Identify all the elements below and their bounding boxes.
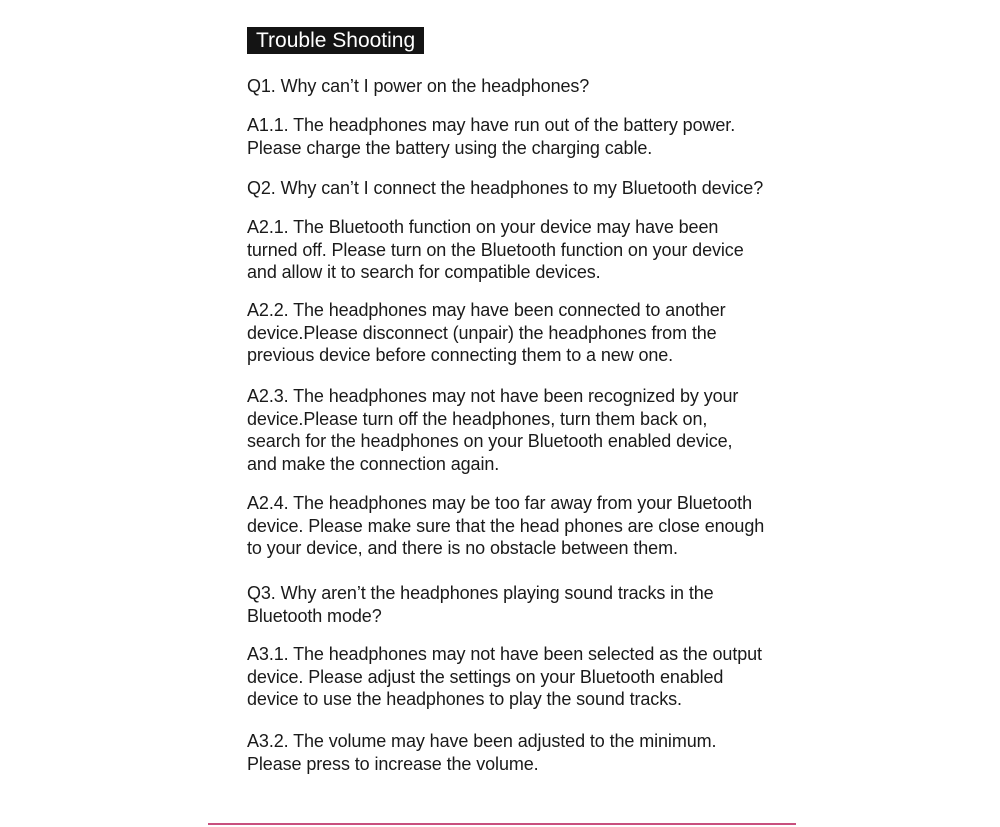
question-2: Q2. Why can’t I connect the headphones to my Bluetooth device?: [247, 178, 764, 198]
answer-2-2: A2.2. The headphones may have been connected to another device.Please disconnect (unpair) the headphones from the previous device before connecting them to a new one.: [247, 300, 726, 365]
answer-1-1: A1.1. The headphones may have run out of the battery power. Please charge the battery using the charging cable.: [247, 115, 736, 158]
section-title: Trouble Shooting: [247, 27, 424, 54]
answer-2-4: A2.4. The headphones may be too far away from your Bluetooth device. Please make sure that the head phones are close enough to your device, and there is no obstacle between them.: [247, 493, 765, 558]
answer-2-3: A2.3. The headphones may not have been recognized by your device.Please turn off the headphones, turn them back on, search for the headphones on your Bluetooth enabled device, and make the connection again.: [247, 386, 739, 474]
bottom-divider: [208, 823, 796, 825]
answer-3-1: A3.1. The headphones may not have been selected as the output device. Please adjust the settings on your Bluetooth enabled device to use the headphones to play the sound tracks.: [247, 644, 762, 709]
answer-3-2: A3.2. The volume may have been adjusted to the minimum. Please press to increase the volume.: [247, 731, 717, 774]
question-3: Q3. Why aren’t the headphones playing sound tracks in the Bluetooth mode?: [247, 583, 714, 626]
question-1: Q1. Why can’t I power on the headphones?: [247, 76, 590, 96]
answer-2-1: A2.1. The Bluetooth function on your device may have been turned off. Please turn on the Bluetooth function on your device and allow it to search for compatible devices.: [247, 217, 744, 282]
